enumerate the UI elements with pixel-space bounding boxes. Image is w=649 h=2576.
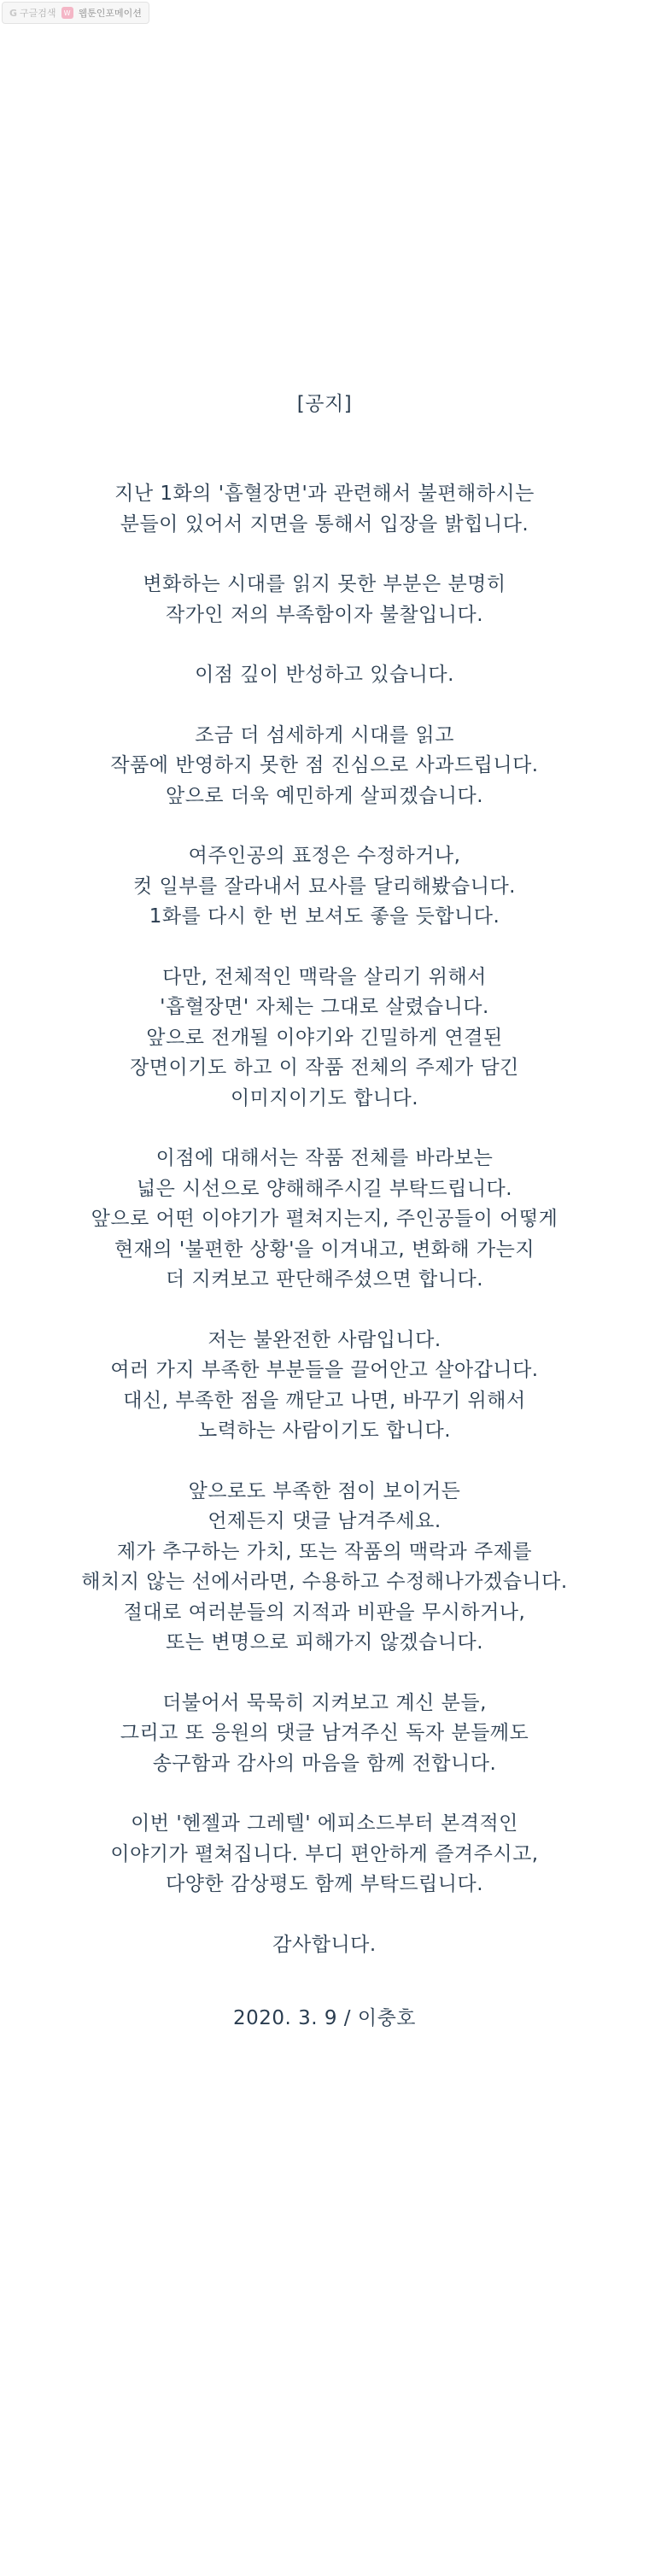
notice-line: 송구함과 감사의 마음을 함께 전합니다. [152,1752,497,1775]
notice-signature: 2020. 3. 9 / 이충호 [232,2007,417,2029]
notice-line: 그리고 또 응원의 댓글 남겨주신 독자 분들께도 [120,1722,529,1744]
notice-paragraph [0,1809,649,1900]
notice-line: 다만, 전체적인 맥락을 살리기 위해서 [162,965,487,988]
notice-line: 제가 추구하는 가치, 또는 작품의 맥락과 주제를 [116,1540,533,1563]
notice-title: [공지] [296,393,353,415]
notice-line: 이번 '헨젤과 그레텔' 에피소드부터 본격적인 [131,1812,518,1835]
notice-paragraph [0,1144,649,1296]
notice-paragraphs [0,479,649,1960]
notice-line: 대신, 부족한 점을 깨닫고 나면, 바꾸기 위해서 [123,1389,526,1412]
notice-line: 저는 불완전한 사람입니다. [208,1328,441,1351]
notice-line: 이미지이기도 합니다. [230,1086,419,1109]
notice-line: 이점 깊이 반성하고 있습니다. [195,664,454,686]
notice-line: 이점에 대해서는 작품 전체를 바라보는 [155,1147,494,1169]
notice-line: 앞으로 더욱 예민하게 살피겠습니다. [165,784,483,807]
notice-line: 앞으로 전개될 이야기와 긴밀하게 연결된 [146,1026,503,1049]
google-search-logo[interactable] [9,6,56,20]
notice-body [0,389,649,2034]
notice-line: 조금 더 섬세하게 시대를 읽고 [195,723,454,746]
notice-line: 변화하는 시대를 읽지 못한 부분은 분명히 [143,573,506,595]
notice-paragraph [0,1930,649,1961]
notice-line: 감사합니다. [272,1933,377,1956]
notice-paragraph [0,841,649,933]
notice-line: 앞으로도 부족한 점이 보이거든 [188,1479,461,1502]
notice-line: 언제든지 댓글 남겨주세요. [208,1510,441,1532]
notice-line: 절대로 여러분들의 지적과 비판을 무시하거나, [123,1601,526,1624]
notice-line: 분들이 있어서 지면을 통해서 입장을 밝힙니다. [120,512,529,536]
notice-line: 넓은 시선으로 양해해주시길 부탁드립니다. [136,1177,513,1200]
notice-line: 컷 일부를 잘라내서 묘사를 달리해봤습니다. [133,875,516,898]
notice-line: 다양한 감상평도 함께 부탁드립니다. [165,1873,483,1895]
notice-line: 여주인공의 표정은 수정하거나, [188,845,461,867]
webtoon-info-tab[interactable]: 웹툰인포메이션 [78,8,142,19]
notice-line: 작품에 반영하지 못한 점 진심으로 사과드립니다. [110,754,539,776]
notice-line: 해치지 않는 선에서라면, 수용하고 수정해나가겠습니다. [81,1571,568,1593]
notice-line: 더불어서 묵묵히 지켜보고 계신 분들, [162,1691,487,1714]
notice-line: 장면이기도 하고 이 작품 전체의 주제가 담긴 [130,1057,519,1079]
notice-line: 이야기가 펼쳐집니다. 부디 편안하게 즐겨주시고, [110,1842,539,1865]
notice-line: 여러 가지 부족한 부분들을 끌어안고 살아갑니다. [110,1359,539,1381]
notice-paragraph [0,479,649,540]
notice-line: 더 지켜보고 판단해주셨으면 합니다. [165,1268,483,1291]
notice-paragraph [0,660,649,691]
webtoon-badge-icon: W [61,7,73,19]
notice-line: 작가인 저의 부족함이자 불찰입니다. [165,603,483,626]
browser-tab-bar [2,2,149,24]
notice-paragraph [0,1326,649,1447]
notice-paragraph [0,721,649,812]
google-search-label: 구글검색 [20,8,56,19]
notice-paragraph [0,1477,649,1659]
notice-line: 현재의 '불편한 상황'을 이겨내고, 변화해 가는지 [114,1238,535,1261]
notice-paragraph [0,963,649,1115]
notice-line: 지난 1화의 '흡혈장면'과 관련해서 불편해하시는 [114,483,535,505]
notice-line: 노력하는 사람이기도 합니다. [197,1420,452,1442]
notice-line: '흡혈장면' 자체는 그대로 살렸습니다. [160,996,489,1018]
notice-line: 1화를 다시 한 번 보셔도 좋을 듯합니다. [149,905,500,928]
notice-line: 또는 변명으로 피해가지 않겠습니다. [165,1631,483,1654]
google-g-icon: G [9,7,18,19]
notice-paragraph [0,570,649,630]
notice-paragraph [0,1689,649,1780]
notice-line: 앞으로 어떤 이야기가 펼쳐지는지, 주인공들이 어떻게 [91,1208,558,1230]
